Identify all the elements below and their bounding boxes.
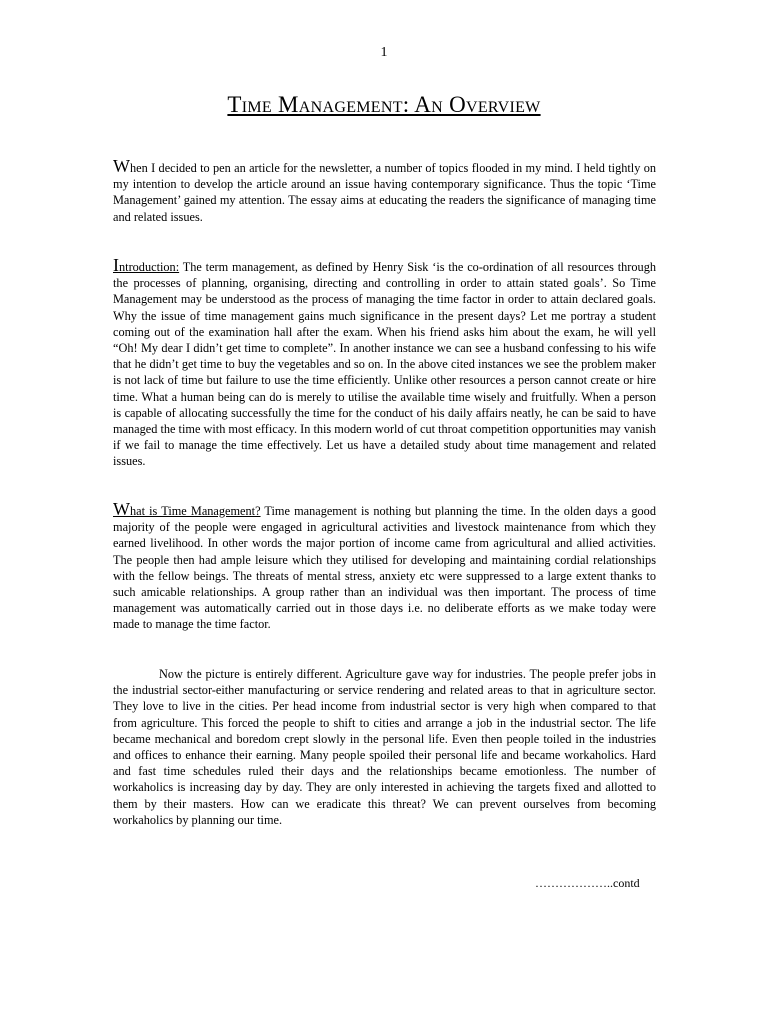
paragraph-text: The term management, as defined by Henry Sisk ‘is the co-ordination of all resources through the processes of planning, organising, directing and controlling in order to attain stated goals’. So Time Management may be understood as the process of managing the time factor in order to attain declared goals. Why the issue of time management gains much significance in the present days? Let me portray a student coming out of the examination hall after the exam. When his friend asks him about the exam, he will yell “Oh! My dear I didn’t get time to complete”. In another instance we can see a husband confessing to his wife that he didn’t get time to buy the vegetables and so on. In the above cited instances we see the problem maker is not lack of time but failure to use the time efficiently. Unlike other resources a person cannot create or hire time. What a human being can do is merely to utilise the available time wisely and fruitfully. When a person is capable of allocating successfully the time for the conduct of his daily affairs neatly, he can be said to have managed the time with most efficacy. In this modern world of cut throat competition opportunities may vanish if we fail to manage the time effectively. Let us have a detailed study about time management and related issues. [113,260,656,469]
section-heading: ntroduction: [119,260,180,274]
paragraph-introduction [113,255,656,470]
drop-cap: W [113,499,130,519]
paragraph-now-the-picture [113,666,656,828]
section-heading: hat is Time Management? [130,504,261,518]
paragraph-what-is-time-management [113,499,656,633]
paragraph-text: Now the picture is entirely different. Agriculture gave way for industries. The people prefer jobs in the industrial sector-either manufacturing or service rendering and related areas to that in agriculture sector. They love to live in the cities. Per head income from industrial sector is very high when compared to that from agriculture. This forced the people to shift to cities and arrange a job in the industrial sector. The life became mechanical and boredom crept slowly in the personal life. Even then people toiled in the industries and offices to enhance their earning. Many people spoiled their personal life and became workaholics. Hard and fast time schedules ruled their days and the relationships became emotionless. The number of workaholics is increasing day by day. They are only interested in achieving the targets fixed and allotted to them by their masters. How can we eradicate this threat? We can prevent ourselves from becoming workaholics by planning our time. [113,667,656,827]
page-title: Time Management: An Overview [227,92,541,117]
paragraph-text: hen I decided to pen an article for the newsletter, a number of topics flooded in my mind. I held tightly on my intention to develop the article around an issue having contemporary significance. Thus the topic ‘Time Management’ gained my attention. The essay aims at educating the readers the significance of managing time and related issues. [113,161,656,224]
continued-note: ………………..contd [535,876,640,890]
drop-cap: W [113,156,130,176]
drop-cap: I [113,255,119,275]
page-number: 1 [380,45,388,60]
paragraph-intro [113,156,656,225]
paragraph-text: Time management is nothing but planning the time. In the olden days a good majority of the people were engaged in agricultural activities and livestock maintenance from which they earned livelihood. In other words the major portion of income came from agricultural and allied activities. The people then had ample leisure which they utilised for developing and maintaining cordial relationships with the fellow beings. The threats of mental stress, anxiety etc were suppressed to a large extent thanks to such amicable relationships. A group rather than an individual was then important. The process of time management was automatically carried out in those days i.e. no deliberate efforts as we make today were made to manage the time factor. [113,504,656,632]
